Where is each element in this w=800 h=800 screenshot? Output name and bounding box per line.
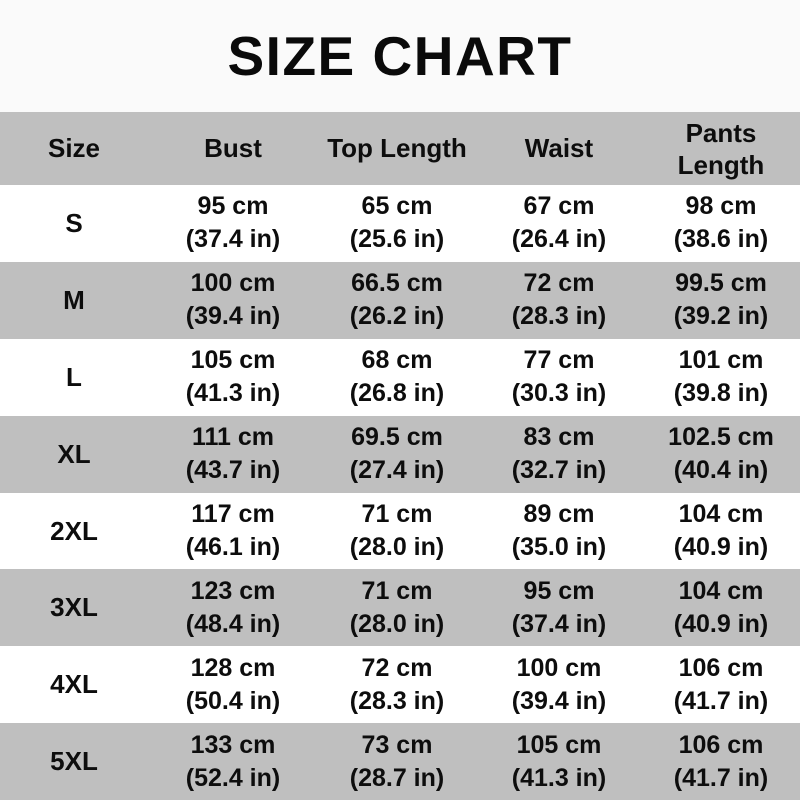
size-label: M [63, 284, 85, 315]
size-label: 3XL [50, 592, 98, 623]
top-length-cell [318, 569, 476, 646]
value-cm: 95 cm [523, 576, 595, 605]
bust-cell [148, 646, 318, 723]
value-in: (30.3 in) [511, 379, 607, 408]
bust-cell [148, 339, 318, 416]
value-in: (35.0 in) [511, 533, 607, 561]
value-in: (28.3 in) [349, 686, 445, 715]
size-label: L [66, 361, 82, 392]
pants-length-cell [642, 416, 800, 493]
table-row [0, 262, 800, 339]
value-in: (40.9 in) [673, 609, 769, 638]
column-header-bust [148, 112, 318, 185]
pants-length-cell [642, 569, 800, 646]
column-header-waist [476, 112, 642, 185]
pants-length-cell [642, 339, 800, 416]
value-cm: 65 cm [361, 192, 433, 221]
table-row [0, 416, 800, 493]
value-in: (52.4 in) [185, 763, 281, 792]
column-header-top-length-label: Top Length [327, 133, 467, 163]
top-length-cell [318, 416, 476, 493]
value-cm: 111 cm [191, 423, 275, 452]
table-header-row [0, 112, 800, 185]
table-row [0, 185, 800, 262]
value-in: (40.4 in) [673, 456, 769, 485]
size-label: 5XL [50, 746, 98, 777]
value-cm: 117 cm [191, 500, 275, 528]
value-in: (37.4 in) [185, 225, 281, 254]
value-cm: 104 cm [678, 576, 764, 605]
value-cm: 72 cm [361, 653, 433, 682]
table-row [0, 569, 800, 646]
value-cm: 104 cm [678, 500, 764, 528]
value-cm: 73 cm [361, 730, 433, 759]
value-cm: 105 cm [190, 346, 276, 375]
value-in: (39.4 in) [185, 302, 281, 331]
column-header-pants-length [642, 112, 800, 185]
waist-cell [476, 723, 642, 800]
bust-cell [148, 569, 318, 646]
value-in: (26.2 in) [349, 302, 445, 331]
pants-length-cell [642, 262, 800, 339]
page-title: SIZE CHART [227, 25, 573, 87]
column-header-bust-label: Bust [204, 133, 262, 163]
value-in: (39.4 in) [511, 686, 607, 715]
column-header-size-label: Size [47, 133, 101, 163]
value-cm: 83 cm [523, 423, 595, 452]
value-cm: 77 cm [523, 346, 595, 375]
table-row [0, 723, 800, 800]
value-in: (41.7 in) [673, 763, 769, 792]
value-cm: 123 cm [190, 576, 276, 605]
bust-cell [148, 185, 318, 262]
waist-cell [476, 646, 642, 723]
value-in: (25.6 in) [349, 225, 445, 254]
pants-length-cell [642, 493, 800, 570]
value-cm: 133 cm [190, 730, 276, 759]
value-cm: 66.5 cm [351, 269, 443, 298]
top-length-cell [318, 723, 476, 800]
pants-length-cell [642, 646, 800, 723]
table-row [0, 493, 800, 570]
value-in: (26.4 in) [511, 225, 607, 254]
waist-cell [476, 493, 642, 570]
waist-cell [476, 262, 642, 339]
value-cm: 102.5 cm [668, 423, 774, 452]
size-table-body [0, 185, 800, 800]
value-in: (41.3 in) [185, 379, 281, 408]
column-header-waist-label: Waist [524, 133, 594, 163]
value-in: (27.4 in) [349, 456, 445, 485]
pants-length-cell [642, 185, 800, 262]
value-cm: 98 cm [685, 192, 757, 221]
value-cm: 69.5 cm [351, 423, 443, 452]
bust-cell [148, 262, 318, 339]
value-cm: 106 cm [678, 653, 764, 682]
top-length-cell [318, 493, 476, 570]
size-chart-table [0, 112, 800, 800]
value-in: (28.0 in) [349, 533, 445, 561]
top-length-cell [318, 185, 476, 262]
waist-cell [476, 416, 642, 493]
waist-cell [476, 569, 642, 646]
bust-cell [148, 493, 318, 570]
value-in: (39.2 in) [673, 302, 769, 331]
value-in: (46.1 in) [185, 533, 281, 561]
value-in: (41.3 in) [511, 763, 607, 792]
size-label: XL [57, 438, 91, 469]
value-in: (37.4 in) [511, 609, 607, 638]
value-cm: 71 cm [361, 500, 433, 528]
bust-cell [148, 723, 318, 800]
table-row [0, 646, 800, 723]
value-in: (32.7 in) [511, 456, 607, 485]
value-in: (41.7 in) [673, 686, 769, 715]
top-length-cell [318, 646, 476, 723]
top-length-cell [318, 339, 476, 416]
value-in: (48.4 in) [185, 609, 281, 638]
pants-length-cell [642, 723, 800, 800]
column-header-size [0, 112, 148, 185]
waist-cell [476, 185, 642, 262]
size-label: 2XL [50, 515, 98, 546]
column-header-top-length [318, 112, 476, 185]
value-in: (50.4 in) [185, 686, 281, 715]
value-in: (43.7 in) [185, 456, 281, 485]
waist-cell [476, 339, 642, 416]
value-cm: 105 cm [516, 730, 602, 759]
value-cm: 71 cm [361, 576, 433, 605]
size-label: 4XL [50, 669, 98, 700]
value-cm: 106 cm [678, 730, 764, 759]
top-length-cell [318, 262, 476, 339]
table-row [0, 339, 800, 416]
column-header-pants-length-label: Pants Length [677, 117, 765, 180]
value-in: (28.3 in) [511, 302, 607, 331]
size-label: S [65, 207, 83, 238]
value-in: (39.8 in) [673, 379, 769, 408]
value-cm: 68 cm [361, 346, 433, 375]
value-cm: 100 cm [516, 653, 602, 682]
value-cm: 128 cm [190, 653, 276, 682]
value-cm: 72 cm [523, 269, 595, 298]
value-in: (38.6 in) [673, 225, 769, 254]
value-in: (26.8 in) [349, 379, 445, 408]
value-in: (28.7 in) [349, 763, 445, 792]
value-cm: 99.5 cm [675, 269, 767, 298]
value-cm: 89 cm [523, 500, 595, 528]
value-cm: 101 cm [678, 346, 764, 375]
value-cm: 67 cm [523, 192, 595, 221]
value-in: (40.9 in) [673, 533, 769, 561]
bust-cell [148, 416, 318, 493]
value-cm: 100 cm [190, 269, 276, 298]
value-in: (28.0 in) [349, 609, 445, 638]
value-cm: 95 cm [197, 192, 269, 221]
